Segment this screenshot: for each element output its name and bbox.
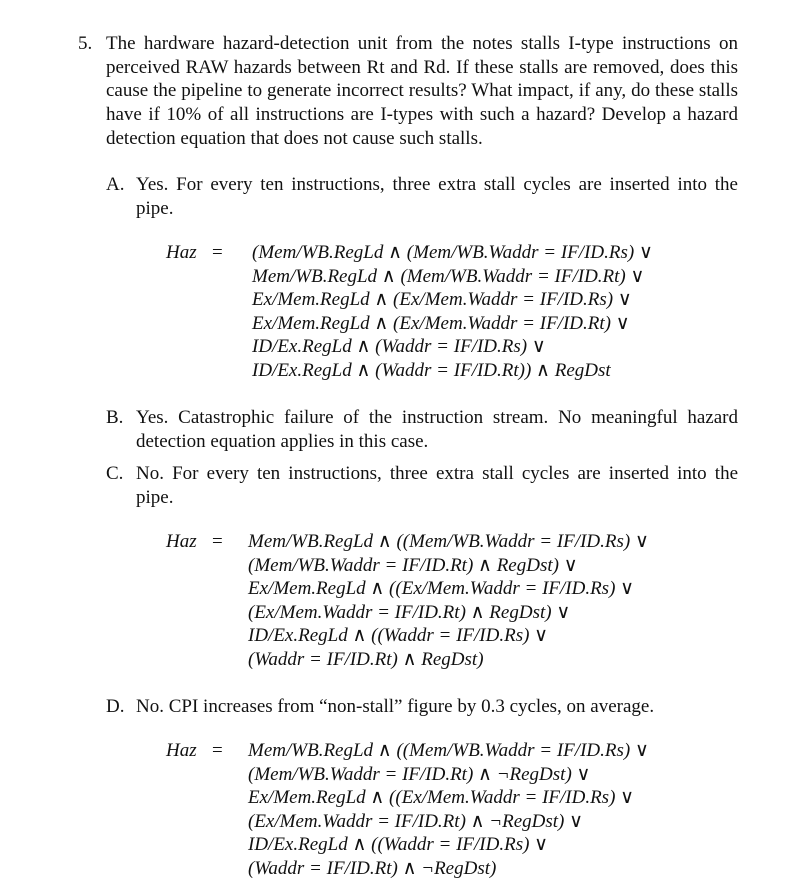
- equation-line: ID/Ex.RegLd ∧ ((Waddr = IF/ID.Rs) ∨: [248, 834, 549, 856]
- option-a: [106, 173, 738, 220]
- equation-line: ID/Ex.RegLd ∧ (Waddr = IF/ID.Rt)) ∧ RegDst: [252, 359, 611, 381]
- equation-line: ID/Ex.RegLd ∧ (Waddr = IF/ID.Rs) ∨: [252, 336, 546, 358]
- equation-lhs: Haz: [166, 531, 197, 552]
- equation-line: (Mem/WB.Waddr = IF/ID.Rt) ∧ RegDst) ∨: [248, 554, 578, 576]
- option-c-text: No. For every ten instructions, three extra stall cycles are inserted into the pipe.: [136, 463, 738, 508]
- option-d: [106, 695, 738, 719]
- question-text: The hardware hazard-detection unit from the notes stalls I-type instructions on perceived RAW hazards between Rt and Rd. If these stalls are removed, does this cause the pipeline to generate incorrect results? What impact, if any, do these stalls have if 10% of all instructions are I-types with such a hazard? Develop a hazard detection equation that does not cause such stalls.: [106, 33, 738, 149]
- option-b-text: Yes. Catastrophic failure of the instruction stream. No meaningful hazard detection equation applies in this case.: [136, 407, 738, 452]
- option-d-letter: D.: [106, 696, 125, 717]
- equation-line: (Ex/Mem.Waddr = IF/ID.Rt) ∧ RegDst) ∨: [248, 601, 571, 623]
- equation-equals: =: [212, 242, 223, 263]
- equation-equals: =: [212, 531, 223, 552]
- question-block: [78, 32, 738, 151]
- option-b-letter: B.: [106, 407, 124, 428]
- equation-line: Ex/Mem.RegLd ∧ ((Ex/Mem.Waddr = IF/ID.Rs) ∨: [248, 787, 635, 809]
- equation-line: Mem/WB.RegLd ∧ ((Mem/WB.Waddr = IF/ID.Rs) ∨: [248, 531, 649, 552]
- equation-line: (Waddr = IF/ID.Rt) ∧ RegDst): [248, 648, 484, 670]
- equation-line: (Waddr = IF/ID.Rt) ∧ ¬RegDst): [248, 857, 497, 879]
- option-a-letter: A.: [106, 174, 125, 195]
- option-b: [106, 406, 738, 453]
- question-number: 5.: [78, 33, 93, 54]
- equation-line: (Ex/Mem.Waddr = IF/ID.Rt) ∧ ¬RegDst) ∨: [248, 810, 584, 832]
- equation-line: Ex/Mem.RegLd ∧ (Ex/Mem.Waddr = IF/ID.Rs) ∨: [252, 289, 632, 311]
- option-c: [106, 462, 738, 509]
- equation-lhs: Haz: [166, 242, 197, 263]
- option-d-text: No. CPI increases from “non-stall” figure by 0.3 cycles, on average.: [136, 696, 655, 717]
- equation-line: Mem/WB.RegLd ∧ ((Mem/WB.Waddr = IF/ID.Rs) ∨: [248, 740, 649, 761]
- equation-equals: =: [212, 740, 223, 761]
- equation-line: Mem/WB.RegLd ∧ (Mem/WB.Waddr = IF/ID.Rt) ∨: [252, 265, 645, 287]
- equation-line: ID/Ex.RegLd ∧ ((Waddr = IF/ID.Rs) ∨: [248, 625, 549, 647]
- option-c-letter: C.: [106, 463, 124, 484]
- equation-lhs: Haz: [166, 740, 197, 761]
- equation-line: Ex/Mem.RegLd ∧ ((Ex/Mem.Waddr = IF/ID.Rs) ∨: [248, 578, 635, 600]
- option-a-text: Yes. For every ten instructions, three extra stall cycles are inserted into the pipe.: [136, 174, 738, 219]
- equation-line: (Mem/WB.Waddr = IF/ID.Rt) ∧ ¬RegDst) ∨: [248, 763, 591, 785]
- equation-line: Ex/Mem.RegLd ∧ (Ex/Mem.Waddr = IF/ID.Rt) ∨: [252, 312, 630, 334]
- equation-line: (Mem/WB.RegLd ∧ (Mem/WB.Waddr = IF/ID.Rs) ∨: [252, 242, 653, 263]
